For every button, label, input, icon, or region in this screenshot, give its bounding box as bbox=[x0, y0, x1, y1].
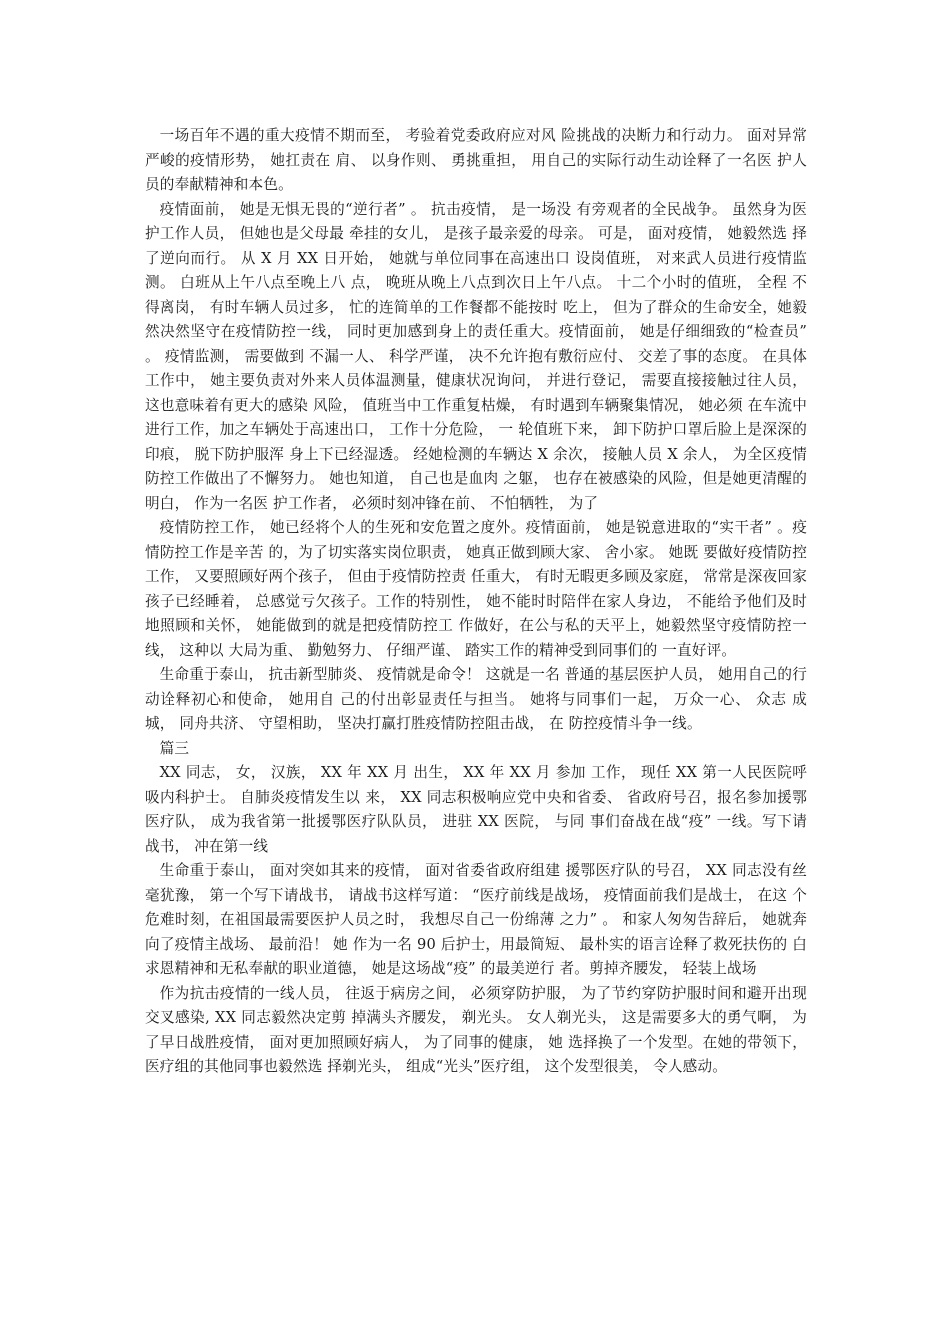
paragraph-2: 疫情面前， 她是无惧无畏的“逆行者” 。 抗击疫情， 是一场没 有旁观者的全民战争。 虽然身为医护工作人员， 但她也是父母最 牵挂的女儿， 是孩子最亲爱的母亲。 可是， 面对疫情， 她毅然选 择了逆向而行。 从 X 月 XX 日开始， 她就与单位同事在高速出口 设岗值班， 对来武人员进行疫情监测。 白班从上午八点至晚上八 点， 晚班从晚上八点到次日上午八点。 十二个小时的值班， 全程 不得离岗， 有时车辆人员过多， 忙的连简单的工作餐都不能按时 吃上， 但为了群众的生命安全，她毅然决然坚守在疫情防控一线， 同时更加感到身上的责任重大。疫情面前， 她是仔细细致的“检查员” 。 疫情监测， 需要做到 不漏一人、 科学严谨， 决不允许抱有敷衍应付、 交差了事的态度。 在具体工作中， 她主要负责对外来人员体温测量，健康状况询问， 并进行登记， 需要直接接触过往人员， 这也意味着有更大的感染 风险， 值班当中工作重复枯燥， 有时遇到车辆聚集情况， 她必须 在车流中进行工作，加之车辆处于高速出口， 工作十分危险， 一 轮值班下来， 卸下防护口罩后脸上是深深的印痕， 脱下防护服浑 身上下已经湿透。 经她检测的车辆达 X 余次， 接触人员 X 余人， 为全区疫情防控工作做出了不懈努力。 她也知道， 自己也是血肉 之躯， 也存在被感染的风险，但是她更清醒的明白， 作为一名医 护工作者， 必须时刻冲锋在前、 不怕牺牲， 为了 bbox=[145, 200, 807, 512]
paragraph-3: 疫情防控工作， 她已经将个人的生死和安危置之度外。疫情面前， 她是锐意进取的“实干者” 。疫情防控工作是辛苦 的，为了切实落实岗位职责， 她真正做到顾大家、 舍小家。 她既 要做好疫情防控工作， 又要照顾好两个孩子， 但由于疫情防控责 任重大， 有时无暇更多顾及家庭， 常常是深夜回家孩子已经睡着， 总感觉亏欠孩子。工作的特别性， 她不能时时陪伴在家人身边， 不能给予他们及时地照顾和关怀， 她能做到的就是把疫情防控工 作做好，在公与私的天平上，她毅然坚守疫情防控一线， 这种以 大局为重、 勤勉努力、 仔细严谨、 踏实工作的精神受到同事们的 一直好评。 bbox=[145, 519, 807, 659]
paragraph-6: 生命重于泰山， 面对突如其来的疫情， 面对省委省政府组建 援鄂医疗队的号召， XX 同志没有丝毫犹豫， 第一个写下请战书， 请战书这样写道： “医疗前线是战场， 疫情面前我们是战士， 在这 个危难时刻，在祖国最需要医护人员之时， 我想尽自己一份绵薄 之力” 。 和家人匆匆告辞后， 她就奔向了疫情主战场、 最前沿！ 她 作为一名 90 后护士，用最简短、 最朴实的语言诠释了救死扶伤的 白求恩精神和无私奉献的职业道德， 她是这场战“疫” 的最美逆行 者。剪掉齐腰发， 轻装上战场 bbox=[145, 862, 807, 977]
document-page bbox=[145, 124, 807, 1080]
paragraph-1: 一场百年不遇的重大疫情不期而至， 考验着党委政府应对风 险挑战的决断力和行动力。 面对异常严峻的疫情形势， 她扛责在 肩、 以身作则、 勇挑重担， 用自己的实际行动生动诠释了一名医 护人员的奉献精神和本色。 bbox=[145, 127, 807, 193]
paragraph-7: 作为抗击疫情的一线人员， 往返于病房之间， 必须穿防护服， 为了节约穿防护服时间和避开出现交叉感染, XX 同志毅然决定剪 掉满头齐腰发， 剃光头。 女人剃光头， 这是需要多大的勇气啊， 为了早日战胜疫情， 面对更加照顾好病人， 为了同事的健康， 她 选择换了一个发型。在她的带领下， 医疗组的其他同事也毅然选 择剃光头， 组成“光头”医疗组， 这个发型很美， 令人感动。 bbox=[145, 984, 807, 1075]
section-title: 篇三 bbox=[159, 739, 190, 757]
paragraph-5: XX 同志， 女， 汉族， XX 年 XX 月 出生， XX 年 XX 月 参加 工作， 现任 XX 第一人民医院呼吸内科护士。 自肺炎疫情发生以 来， XX 同志积极响应党中央和省委、 省政府号召，报名参加援鄂 医疗队， 成为我省第一批援鄂医疗队队员， 进驻 XX 医院， 与同 事们奋战在战“疫” 一线。写下请战书， 冲在第一线 bbox=[145, 764, 807, 855]
paragraph-4: 生命重于泰山， 抗击新型肺炎、 疫情就是命令！ 这就是一名 普通的基层医护人员， 她用自己的行动诠释初心和使命， 她用自 己的付出彰显责任与担当。 她将与同事们一起， 万众一心、 众志 成城， 同舟共济、 守望相助， 坚决打赢打胜疫情防控阻击战， 在 防控疫情斗争一线。 bbox=[145, 666, 807, 732]
